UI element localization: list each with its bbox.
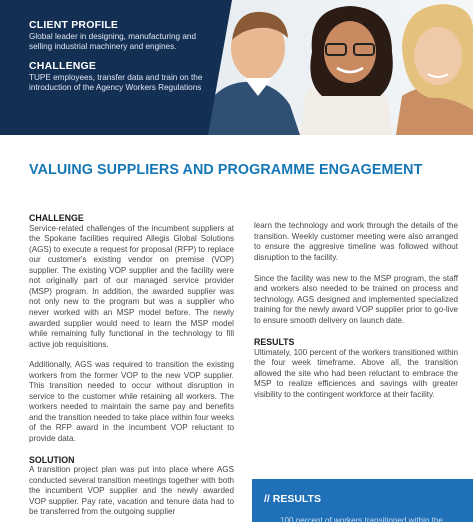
client-profile-heading: CLIENT PROFILE <box>29 19 119 31</box>
solution-paragraph-1: A transition project plan was put into place where AGS conducted several transition meetings together with both the incumbent VOP supplier and the newly awarded VOP supplier. Pay rate, vacation and tenure data had to be transferred from the outgoing supplier <box>29 465 234 517</box>
callout-heading: // RESULTS <box>264 493 321 505</box>
right-column <box>254 221 458 411</box>
challenge-paragraph-2: Additionally, AGS was required to transition the existing workers from the former VOP to the new VOP supplier. This transition needed to occur without disruption in service to the customer while retaining all workers. The workers needed to maintain the same pay and benefits and the transition needed to take place within four weeks of the RFP award in the incumbent VOP reluctant to provide data. <box>29 360 234 443</box>
hero-banner <box>0 0 473 135</box>
callout-text: 100 percent of workers transitioned within the <box>280 516 443 525</box>
hero-challenge-heading: CHALLENGE <box>29 59 97 72</box>
results-heading: RESULTS <box>254 336 295 347</box>
client-profile-text: Global leader in designing, manufacturing and selling industrial machinery and engines. <box>29 32 197 52</box>
page-title: VALUING SUPPLIERS AND PROGRAMME ENGAGEMENT <box>29 162 423 178</box>
results-callout-box <box>252 479 473 525</box>
hero-text-block <box>29 19 209 101</box>
hero-challenge-text: TUPE employees, transfer data and train on the introduction of the Agency Workers Regulations <box>29 72 203 93</box>
solution-paragraph-2: learn the technology and work through the details of the transition. Weekly customer meeting were also arranged to ensure the aggresive timeline was followed without disruption to the facility. <box>254 221 458 262</box>
solution-heading: SOLUTION <box>29 454 75 465</box>
left-column <box>29 213 234 528</box>
challenge-heading: CHALLENGE <box>29 213 84 223</box>
solution-paragraph-3: Since the facility was new to the MSP program, the staff and workers also needed to be trained on process and technology. AGS designed and implemented specialized training for the newly award VOP supplier prior to go-live to ensure smooth delivery on launch date. <box>254 273 458 325</box>
challenge-paragraph-1: Service-related challenges of the incumbent suppliers at the Spokane facilities required Allegis Global Solutions (AGS) to execute a request for proposal (RFP) to replace our customer's existing vendor on premise (VOP) supplier. The existing VOP supplier and the facility were not originally part of our managed service provider (MSP) program. In addition, the awarded supplier was not only new to the program but was a supplier who never worked with an MSP model before. The newly awarded supplier would need to learn the MSP model while remaining fully functional in the technology to fill active job requisitions. <box>29 223 234 349</box>
results-paragraph: Ultimately, 100 percent of the workers transitioned within the four week timeframe. Above all, the transition allowed the site who had been reluctant to embrace the MSP to realize efficiences and savings with greater visibility to the contingent workforce at their facility. <box>254 347 458 399</box>
